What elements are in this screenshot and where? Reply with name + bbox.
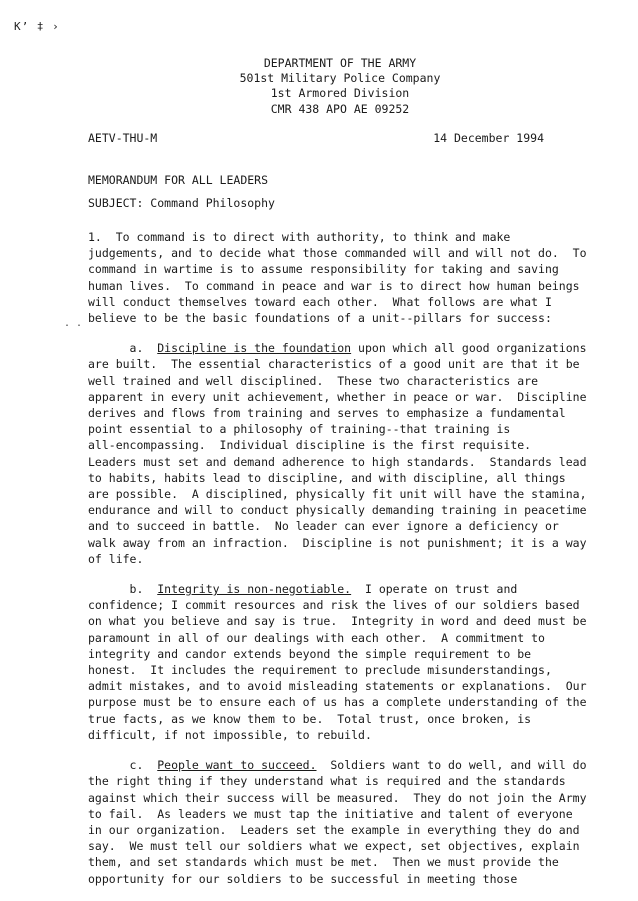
paragraph-1-line: will conduct themselves toward each other. What follows are what I xyxy=(88,294,552,309)
paragraph-a-line: well trained and well disciplined. These two characteristics are xyxy=(88,373,539,388)
memo-for-line: MEMORANDUM FOR ALL LEADERS xyxy=(88,173,269,187)
paragraph-b-line: admit mistakes, and to avoid misleading statements or explanations. Our xyxy=(88,679,587,694)
margin-speck: . . xyxy=(64,318,83,329)
paragraph-b-line: paramount in all of our dealings with each other. A commitment to xyxy=(88,630,545,645)
paragraph-c-first-line xyxy=(88,757,587,773)
paragraph-b-line: integrity and candor extends beyond the simple requirement to be xyxy=(88,646,532,661)
paragraph-c-label: c. xyxy=(88,758,158,773)
paragraph-1-line: believe to be the basic foundations of a unit--pillars for success: xyxy=(88,311,552,326)
paragraph-c-line: the right thing if they understand what is required and the standards xyxy=(88,774,566,789)
paragraph-a-line: derives and flows from training and serves to emphasize a fundamental xyxy=(88,406,566,421)
paragraph-a-line: and to succeed in battle. No leader can ever ignore a deficiency or xyxy=(88,519,559,534)
paragraph-1 xyxy=(88,229,587,326)
paragraph-b-line: honest. It includes the requirement to preclude misunderstandings, xyxy=(88,663,552,678)
paragraph-c-heading: People want to succeed. xyxy=(157,758,317,773)
paragraph-a-line: are built. The essential characteristics of a good unit are that it be xyxy=(88,357,580,372)
paragraph-c-line: opportunity for our soldiers to be successful in meeting those xyxy=(88,871,518,886)
corner-mark: K’ ‡ › xyxy=(14,20,60,33)
paragraph-1-line: judgements, and to decide what those commanded will and will not do. To xyxy=(88,246,587,261)
paragraph-a-heading: Discipline is the foundation xyxy=(157,341,352,356)
paragraph-c-line: say. We must tell our soldiers what we expect, set objectives, explain xyxy=(88,839,580,854)
letterhead xyxy=(0,56,638,117)
paragraph-a-line: are possible. A disciplined, physically fit unit will have the stamina, xyxy=(88,487,587,502)
paragraph-a xyxy=(88,340,587,567)
paragraph-a-line: all-encompassing. Individual discipline is the first requisite. xyxy=(88,438,532,453)
letterhead-address: CMR 438 APO AE 09252 xyxy=(270,101,410,116)
paragraph-a-label: a. xyxy=(88,341,158,356)
letterhead-unit: 501st Military Police Company xyxy=(239,71,441,86)
paragraph-b-label: b. xyxy=(88,582,158,597)
paragraph-b-line: purpose must be to ensure each of us has a complete understanding of the xyxy=(88,695,587,710)
paragraph-b-line: difficult, if not impossible, to rebuild. xyxy=(88,727,372,742)
paragraph-1-line: human lives. To command in peace and war is to direct how human beings xyxy=(88,278,580,293)
paragraph-a-line: of life. xyxy=(88,551,144,566)
paragraph-b-first-rest: I operate on trust and xyxy=(351,582,518,597)
paragraph-b-line: confidence; I commit resources and risk the lives of our soldiers based xyxy=(88,598,580,613)
paragraph-b xyxy=(88,581,587,743)
paragraph-c-line: in our organization. Leaders set the example in everything they do and xyxy=(88,822,580,837)
paragraph-a-line: endurance and will to conduct physically demanding training in peacetime xyxy=(88,503,587,518)
paragraph-b-first-line xyxy=(88,581,563,597)
paragraph-a-first-rest: upon which all good organizations xyxy=(351,341,587,356)
paragraph-a-line: to habits, habits lead to discipline, and with discipline, all things xyxy=(88,470,566,485)
subject-line: SUBJECT: Command Philosophy xyxy=(88,196,275,210)
paragraph-c xyxy=(88,757,587,887)
paragraph-a-line: walk away from an infraction. Discipline is not punishment; it is a way xyxy=(88,535,587,550)
letterhead-department: DEPARTMENT OF THE ARMY xyxy=(263,56,417,70)
paragraph-c-line: them, and set standards which must be met. Then we must provide the xyxy=(88,855,559,870)
office-symbol: AETV-THU-M xyxy=(88,131,158,145)
paragraph-a-line: apparent in every unit achievement, whether in peace or war. Discipline xyxy=(88,389,587,404)
paragraph-a-line: Leaders must set and demand adherence to high standards. Standards lead xyxy=(88,454,587,469)
paragraph-1-line: 1. To command is to direct with authority, to think and make xyxy=(88,230,511,244)
letterhead-division: 1st Armored Division xyxy=(270,86,410,101)
memo-date: 14 December 1994 xyxy=(433,131,544,145)
paragraph-c-line: to fail. As leaders we must tap the initiative and talent of everyone xyxy=(88,806,573,821)
paragraph-b-line: true facts, as we know them to be. Total trust, once broken, is xyxy=(88,711,532,726)
paragraph-b-heading: Integrity is non-negotiable. xyxy=(157,582,352,597)
memo-body xyxy=(88,229,587,901)
paragraph-c-first-rest: Soldiers want to do well, and will do xyxy=(316,758,587,773)
paragraph-b-line: on what you believe and say is true. Integrity in word and deed must be xyxy=(88,614,587,629)
paragraph-a-first-line xyxy=(88,340,587,356)
paragraph-c-line: against which their success will be measured. They do not join the Army xyxy=(88,790,587,805)
paragraph-a-line: point essential to a philosophy of training--that training is xyxy=(88,422,511,437)
paragraph-1-line: command in wartime is to assume responsibility for taking and saving xyxy=(88,262,559,277)
